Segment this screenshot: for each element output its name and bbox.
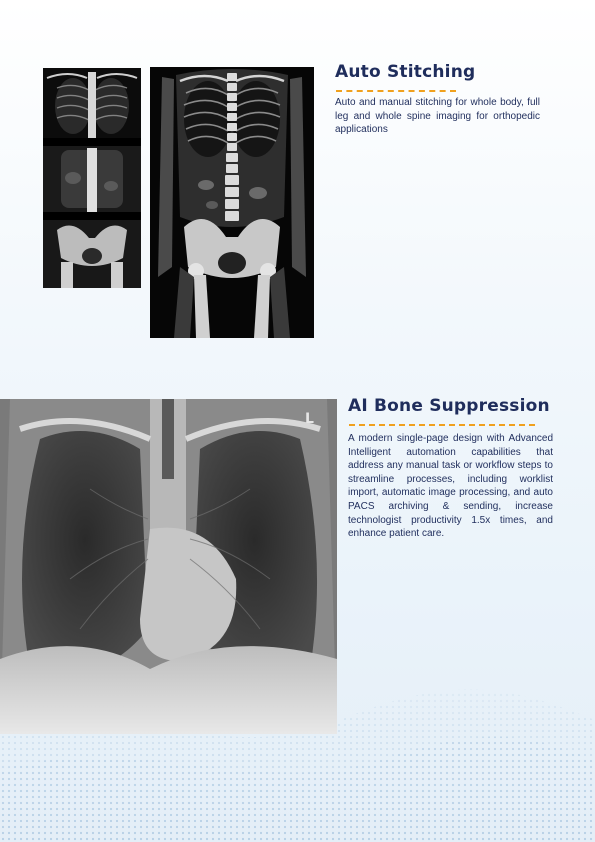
section-body-auto-stitching: Auto and manual stitching for whole body, full leg and whole spine imaging for orthopedic applications [335, 97, 540, 136]
full-body-stitched-xray [150, 67, 314, 338]
title-underline-dash [336, 90, 456, 92]
chest-xray-bone-suppression [0, 399, 337, 734]
section-body-ai-bone-suppression: A modern single-page design with Advanced Intelligent automation capabilities that address any manual task or workflow steps to streamline processes, including worklist import, automatic image processing, and auto PACS archiving & sending, increase technologist productivity 1.5x times, and enhance patient care. [348, 433, 553, 540]
chest-xray-side-marker: L [305, 411, 314, 427]
stitching-segments-xray [43, 68, 141, 288]
title-underline-dash [349, 424, 535, 426]
section-title-ai-bone-suppression: AI Bone Suppression [348, 396, 550, 416]
section-title-auto-stitching: Auto Stitching [335, 62, 476, 82]
